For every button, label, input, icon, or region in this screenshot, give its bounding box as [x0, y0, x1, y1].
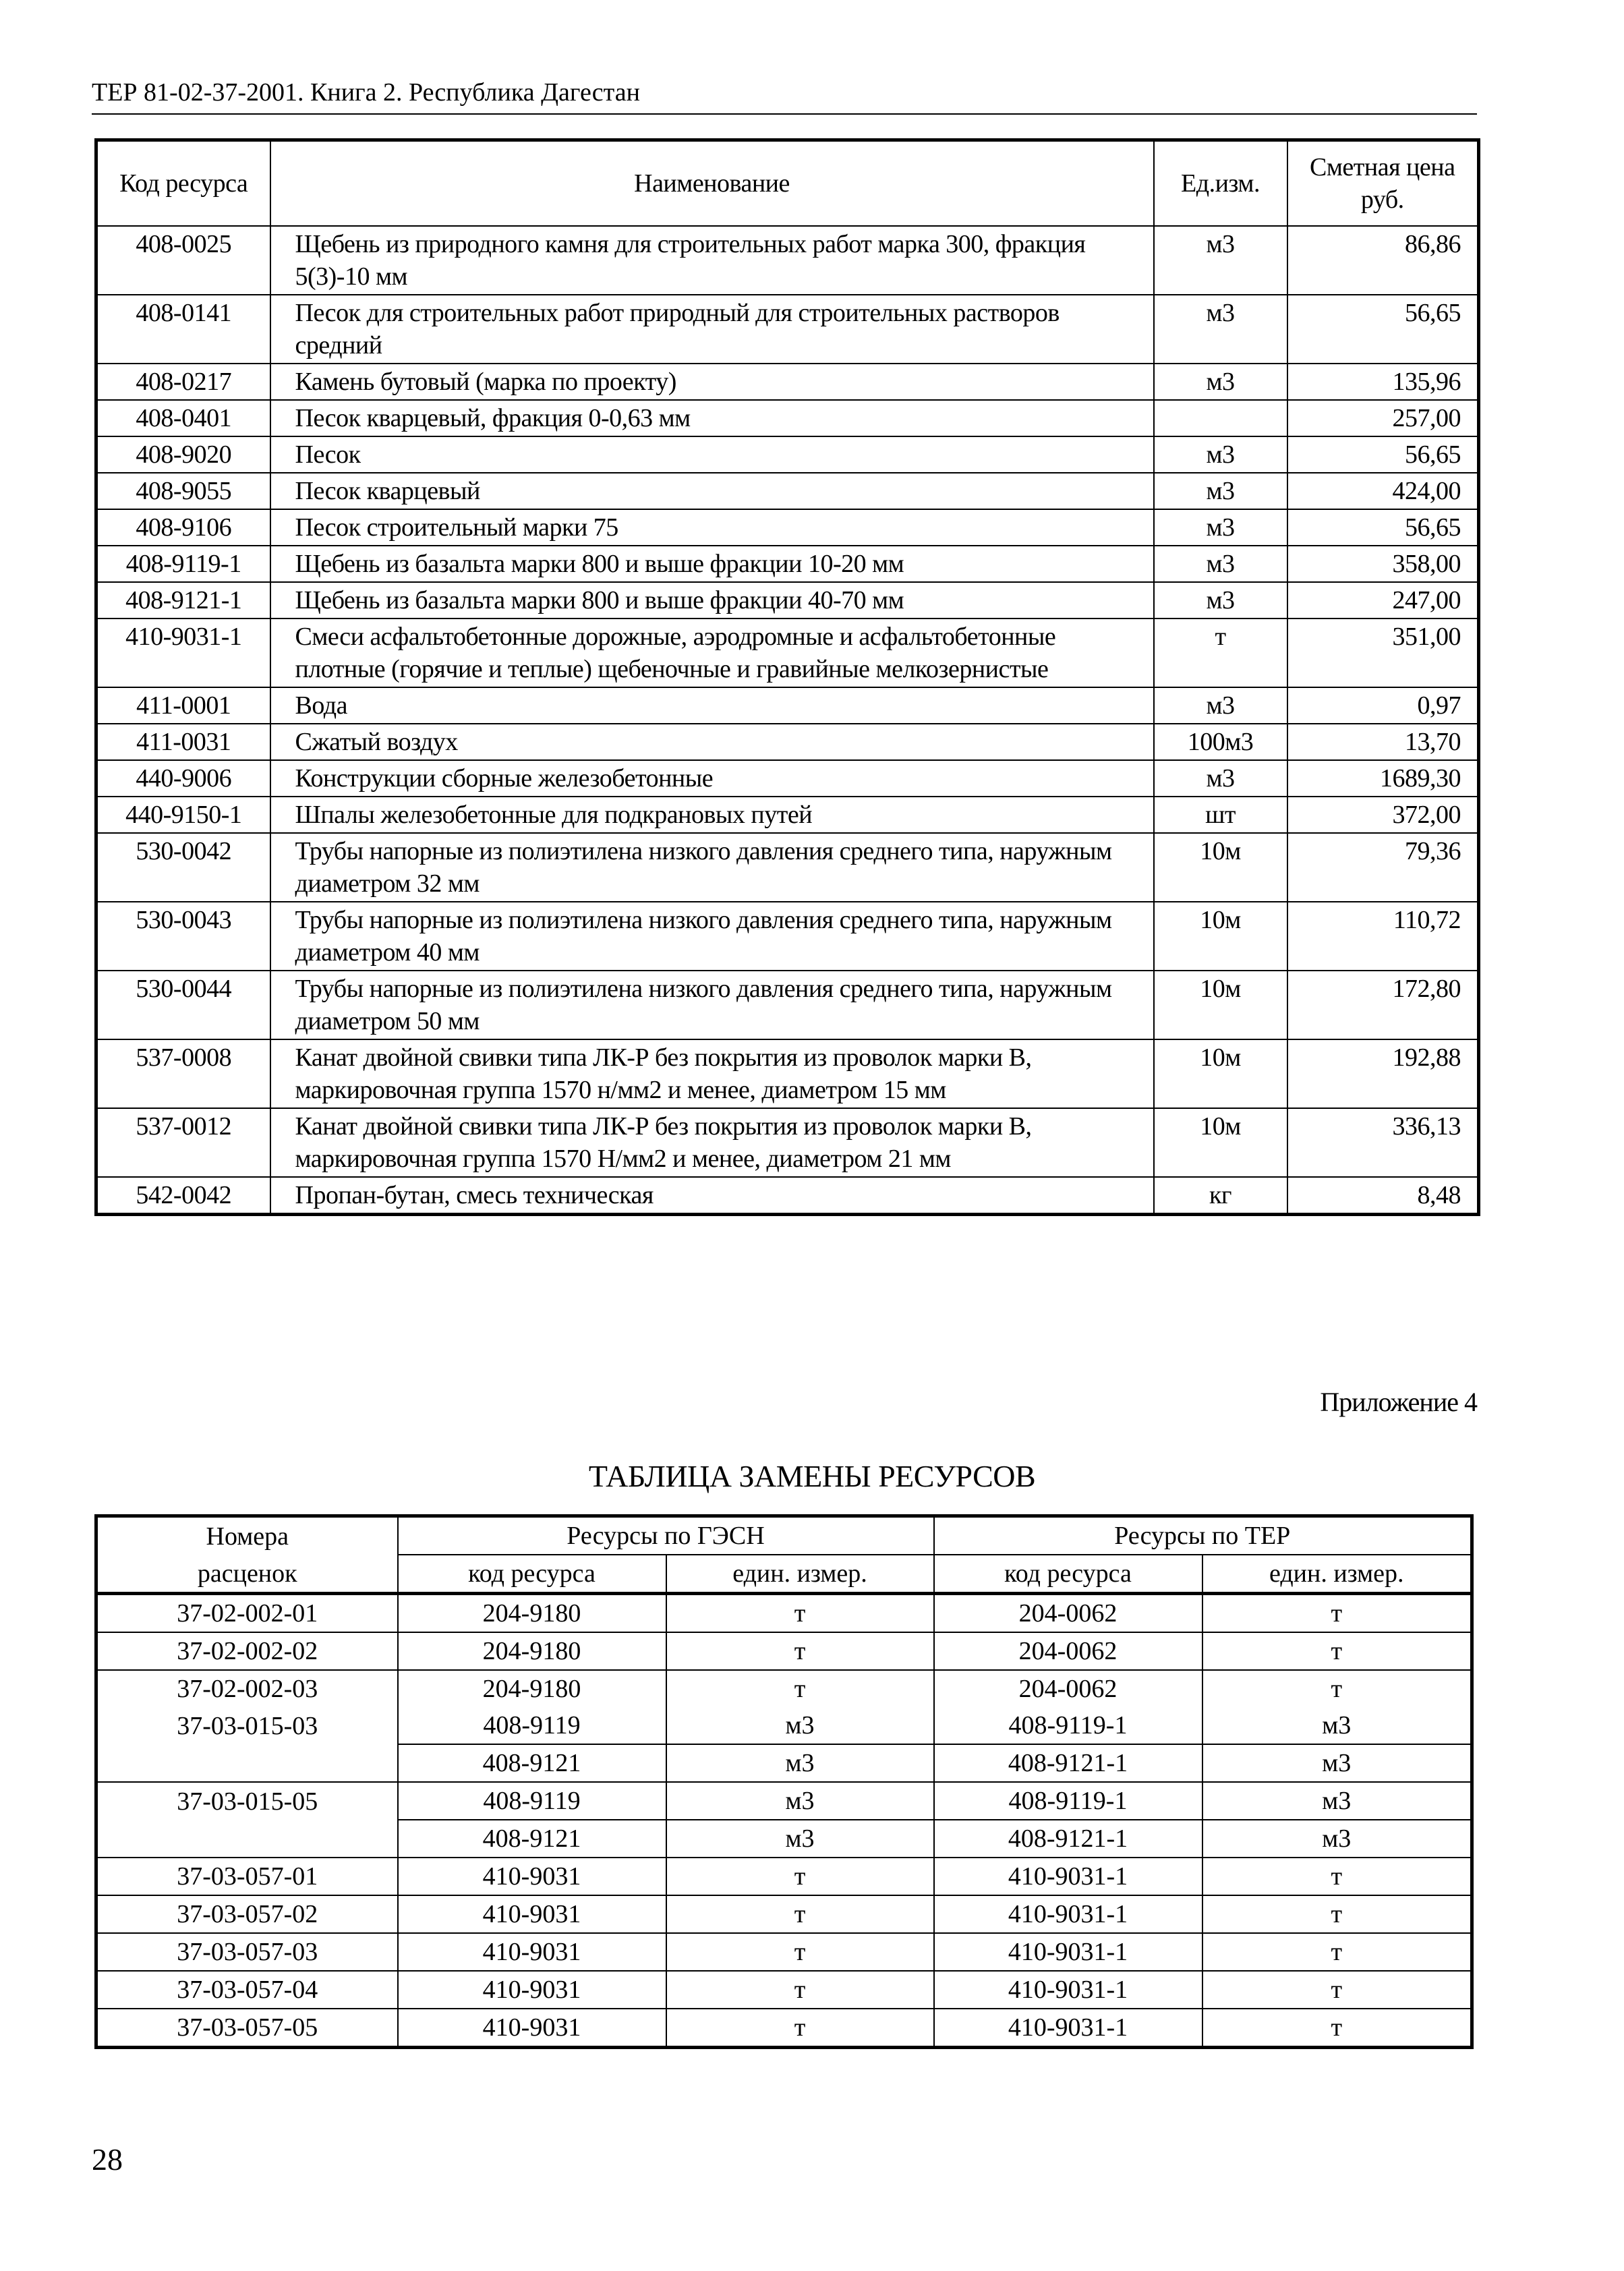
resource-name: Трубы напорные из полиэтилена низкого давления среднего типа, наружным диаметром 40 мм: [270, 902, 1154, 971]
gesn-unit: т: [666, 1971, 934, 2009]
resource-code: 408-0401: [96, 400, 270, 436]
header-gesn-unit: един. измер.: [666, 1555, 934, 1594]
resource-row: [96, 364, 1479, 400]
resource-row: [96, 400, 1479, 436]
replacement-table-body: [96, 1594, 1472, 2048]
resource-price: 257,00: [1287, 400, 1479, 436]
header-name: Наименование: [270, 140, 1154, 227]
resource-row: [96, 971, 1479, 1039]
ter-unit: т: [1202, 1895, 1472, 1933]
resource-row: [96, 687, 1479, 724]
replacement-header-row-1: [96, 1516, 1472, 1555]
ter-resource-code: 410-9031-1: [934, 2009, 1202, 2048]
resource-price: 1689,30: [1287, 760, 1479, 797]
ter-unit: м3: [1202, 1820, 1472, 1858]
ter-resource-code: 410-9031-1: [934, 1933, 1202, 1971]
resource-name: Вода: [270, 687, 1154, 724]
resource-price: 110,72: [1287, 902, 1479, 971]
ter-unit: м3: [1202, 1707, 1472, 1744]
ter-resource-code: 204-0062: [934, 1632, 1202, 1670]
resource-unit: т: [1154, 619, 1287, 687]
replacement-row: [96, 1707, 1472, 1744]
replacement-header-row-2: [96, 1555, 1472, 1594]
gesn-unit: м3: [666, 1707, 934, 1744]
resource-row: [96, 724, 1479, 760]
resource-row: [96, 1039, 1479, 1108]
replacement-row: [96, 1594, 1472, 1633]
resource-code: 408-9106: [96, 509, 270, 546]
resource-code: 530-0043: [96, 902, 270, 971]
gesn-unit: т: [666, 1895, 934, 1933]
ter-unit: т: [1202, 1858, 1472, 1895]
resource-row: [96, 760, 1479, 797]
gesn-unit: т: [666, 1670, 934, 1707]
resource-price: 424,00: [1287, 473, 1479, 509]
resource-row: [96, 902, 1479, 971]
resource-code: 408-9020: [96, 436, 270, 473]
ter-resource-code: 410-9031-1: [934, 1971, 1202, 2009]
gesn-resource-code: 408-9121: [398, 1744, 666, 1782]
gesn-resource-code: 410-9031: [398, 1895, 666, 1933]
resource-row: [96, 797, 1479, 833]
resource-code: 440-9006: [96, 760, 270, 797]
gesn-resource-code: 204-9180: [398, 1594, 666, 1633]
resource-unit: м3: [1154, 546, 1287, 582]
gesn-resource-code: 408-9119: [398, 1782, 666, 1820]
rate-number: 37-03-057-02: [96, 1895, 398, 1933]
resource-code: 411-0001: [96, 687, 270, 724]
ter-resource-code: 408-9121-1: [934, 1820, 1202, 1858]
resource-name: Щебень из базальта марки 800 и выше фракции 40-70 мм: [270, 582, 1154, 619]
resource-name: Песок кварцевый, фракция 0-0,63 мм: [270, 400, 1154, 436]
resource-code: 408-0025: [96, 226, 270, 295]
resource-name: Смеси асфальтобетонные дорожные, аэродромные и асфальтобетонные плотные (горячие и теплые) щебеночные и гравийные мелкозернистые: [270, 619, 1154, 687]
replacement-row: [96, 1933, 1472, 1971]
resource-name: Канат двойной свивки типа ЛК-Р без покрытия из проволок марки В, маркировочная группа 1570 н/мм2 и менее, диаметром 15 мм: [270, 1039, 1154, 1108]
resource-price: 56,65: [1287, 436, 1479, 473]
resources-table-header: [96, 140, 1479, 227]
resource-code: 408-0217: [96, 364, 270, 400]
rate-number: 37-03-057-05: [96, 2009, 398, 2048]
gesn-resource-code: 204-9180: [398, 1632, 666, 1670]
resource-row: [96, 1108, 1479, 1177]
resource-price: 192,88: [1287, 1039, 1479, 1108]
replacement-row: [96, 2009, 1472, 2048]
resource-code: 542-0042: [96, 1177, 270, 1215]
resource-row: [96, 473, 1479, 509]
resource-price: 13,70: [1287, 724, 1479, 760]
header-price-line1: Сметная цена: [1310, 153, 1455, 181]
resource-code: 440-9150-1: [96, 797, 270, 833]
resource-name: Камень бутовый (марка по проекту): [270, 364, 1154, 400]
resource-name: Трубы напорные из полиэтилена низкого давления среднего типа, наружным диаметром 32 мм: [270, 833, 1154, 902]
header-gesn-group: Ресурсы по ГЭСН: [398, 1516, 934, 1555]
rate-number: 37-03-015-05: [96, 1782, 398, 1820]
ter-resource-code: 204-0062: [934, 1670, 1202, 1707]
resource-unit: 10м: [1154, 971, 1287, 1039]
gesn-resource-code: 410-9031: [398, 1933, 666, 1971]
resource-unit: м3: [1154, 226, 1287, 295]
header-ter-group: Ресурсы по ТЕР: [934, 1516, 1472, 1555]
resource-row: [96, 295, 1479, 364]
replacement-table-title: ТАБЛИЦА ЗАМЕНЫ РЕСУРСОВ: [588, 1459, 1036, 1493]
resource-unit: м3: [1154, 436, 1287, 473]
header-numbers-line2: расценок: [96, 1555, 398, 1594]
gesn-unit: т: [666, 1933, 934, 1971]
resource-name: Шпалы железобетонные для подкрановых путей: [270, 797, 1154, 833]
resource-row: [96, 436, 1479, 473]
gesn-unit: м3: [666, 1820, 934, 1858]
resource-price: 56,65: [1287, 509, 1479, 546]
ter-unit: т: [1202, 1670, 1472, 1707]
replacement-row: [96, 1895, 1472, 1933]
resource-unit: 10м: [1154, 902, 1287, 971]
page-header: ТЕР 81-02-37-2001. Книга 2. Республика Дагестан: [92, 76, 1477, 115]
ter-unit: м3: [1202, 1744, 1472, 1782]
resource-name: Щебень из природного камня для строительных работ марка 300, фракция 5(3)-10 мм: [270, 226, 1154, 295]
resource-unit: м3: [1154, 473, 1287, 509]
resource-price: 135,96: [1287, 364, 1479, 400]
gesn-resource-code: 408-9121: [398, 1820, 666, 1858]
ter-unit: т: [1202, 1594, 1472, 1633]
resources-table-body: [96, 226, 1479, 1215]
resource-code: 408-0141: [96, 295, 270, 364]
resource-name: Конструкции сборные железобетонные: [270, 760, 1154, 797]
resource-name: Канат двойной свивки типа ЛК-Р без покрытия из проволок марки В, маркировочная группа 1570 Н/мм2 и менее, диаметром 21 мм: [270, 1108, 1154, 1177]
gesn-unit: т: [666, 2009, 934, 2048]
rate-number: 37-02-002-02: [96, 1632, 398, 1670]
header-numbers-line1: Номера: [96, 1516, 398, 1555]
resource-code: 408-9121-1: [96, 582, 270, 619]
resource-code: 530-0042: [96, 833, 270, 902]
gesn-unit: т: [666, 1594, 934, 1633]
resource-unit: м3: [1154, 295, 1287, 364]
header-gesn-code: код ресурса: [398, 1555, 666, 1594]
rate-number: 37-03-057-04: [96, 1971, 398, 2009]
resource-code: 408-9119-1: [96, 546, 270, 582]
ter-resource-code: 408-9121-1: [934, 1744, 1202, 1782]
resource-name: Песок строительный марки 75: [270, 509, 1154, 546]
resource-row: [96, 1177, 1479, 1215]
resource-unit: 10м: [1154, 1039, 1287, 1108]
replacement-table: [94, 1514, 1474, 2049]
rate-number: [96, 1744, 398, 1782]
resource-unit: м3: [1154, 509, 1287, 546]
gesn-resource-code: 410-9031: [398, 1971, 666, 2009]
resource-name: Трубы напорные из полиэтилена низкого давления среднего типа, наружным диаметром 50 мм: [270, 971, 1154, 1039]
resource-price: 372,00: [1287, 797, 1479, 833]
resource-price: 351,00: [1287, 619, 1479, 687]
ter-unit: т: [1202, 1971, 1472, 2009]
resource-row: [96, 509, 1479, 546]
ter-unit: т: [1202, 1632, 1472, 1670]
resource-row: [96, 546, 1479, 582]
replacement-row: [96, 1971, 1472, 2009]
replacement-row: [96, 1670, 1472, 1707]
rate-number: 37-02-002-01: [96, 1594, 398, 1633]
replacement-row: [96, 1858, 1472, 1895]
resource-name: Сжатый воздух: [270, 724, 1154, 760]
resource-unit: м3: [1154, 582, 1287, 619]
resource-price: 86,86: [1287, 226, 1479, 295]
resource-unit: м3: [1154, 364, 1287, 400]
gesn-resource-code: 408-9119: [398, 1707, 666, 1744]
ter-resource-code: 408-9119-1: [934, 1782, 1202, 1820]
resource-row: [96, 582, 1479, 619]
resource-code: 408-9055: [96, 473, 270, 509]
ter-resource-code: 204-0062: [934, 1594, 1202, 1633]
gesn-unit: м3: [666, 1744, 934, 1782]
ter-resource-code: 410-9031-1: [934, 1895, 1202, 1933]
ter-unit: т: [1202, 1933, 1472, 1971]
appendix-label: Приложение 4: [1320, 1387, 1477, 1417]
header-ter-code: код ресурса: [934, 1555, 1202, 1594]
rate-number: 37-03-057-01: [96, 1858, 398, 1895]
header-price-line2: руб.: [1360, 185, 1404, 214]
resource-unit: 10м: [1154, 1108, 1287, 1177]
resource-row: [96, 226, 1479, 295]
resource-price: 358,00: [1287, 546, 1479, 582]
header-ter-unit: един. измер.: [1202, 1555, 1472, 1594]
replacement-row: [96, 1782, 1472, 1820]
ter-resource-code: 410-9031-1: [934, 1858, 1202, 1895]
replacement-row: [96, 1744, 1472, 1782]
resource-price: 172,80: [1287, 971, 1479, 1039]
resource-unit: кг: [1154, 1177, 1287, 1215]
resource-name: Песок для строительных работ природный для строительных растворов средний: [270, 295, 1154, 364]
resource-code: 410-9031-1: [96, 619, 270, 687]
resource-name: Пропан-бутан, смесь техническая: [270, 1177, 1154, 1215]
resource-code: 537-0008: [96, 1039, 270, 1108]
ter-unit: м3: [1202, 1782, 1472, 1820]
replacement-row: [96, 1820, 1472, 1858]
resource-unit: [1154, 400, 1287, 436]
ter-resource-code: 408-9119-1: [934, 1707, 1202, 1744]
resource-code: 537-0012: [96, 1108, 270, 1177]
resource-unit: шт: [1154, 797, 1287, 833]
resources-table: [94, 138, 1480, 1216]
rate-number: 37-03-015-03: [96, 1707, 398, 1744]
header-code: Код ресурса: [96, 140, 270, 227]
resource-name: Песок кварцевый: [270, 473, 1154, 509]
resource-unit: 100м3: [1154, 724, 1287, 760]
resource-unit: 10м: [1154, 833, 1287, 902]
resource-name: Щебень из базальта марки 800 и выше фракции 10-20 мм: [270, 546, 1154, 582]
resource-price: 8,48: [1287, 1177, 1479, 1215]
header-price: [1287, 140, 1479, 227]
header-unit: Ед.изм.: [1154, 140, 1287, 227]
rate-number: 37-03-057-03: [96, 1933, 398, 1971]
resource-price: 336,13: [1287, 1108, 1479, 1177]
resource-unit: м3: [1154, 760, 1287, 797]
resource-code: 530-0044: [96, 971, 270, 1039]
ter-unit: т: [1202, 2009, 1472, 2048]
resource-unit: м3: [1154, 687, 1287, 724]
replacement-row: [96, 1632, 1472, 1670]
gesn-unit: т: [666, 1858, 934, 1895]
resource-row: [96, 619, 1479, 687]
resource-price: 0,97: [1287, 687, 1479, 724]
gesn-unit: т: [666, 1632, 934, 1670]
resource-row: [96, 833, 1479, 902]
resource-price: 247,00: [1287, 582, 1479, 619]
resource-price: 79,36: [1287, 833, 1479, 902]
gesn-unit: м3: [666, 1782, 934, 1820]
resource-price: 56,65: [1287, 295, 1479, 364]
gesn-resource-code: 204-9180: [398, 1670, 666, 1707]
gesn-resource-code: 410-9031: [398, 1858, 666, 1895]
gesn-resource-code: 410-9031: [398, 2009, 666, 2048]
rate-number: 37-02-002-03: [96, 1670, 398, 1707]
rate-number: [96, 1820, 398, 1858]
page-number: 28: [92, 2142, 123, 2177]
resource-name: Песок: [270, 436, 1154, 473]
resource-code: 411-0031: [96, 724, 270, 760]
